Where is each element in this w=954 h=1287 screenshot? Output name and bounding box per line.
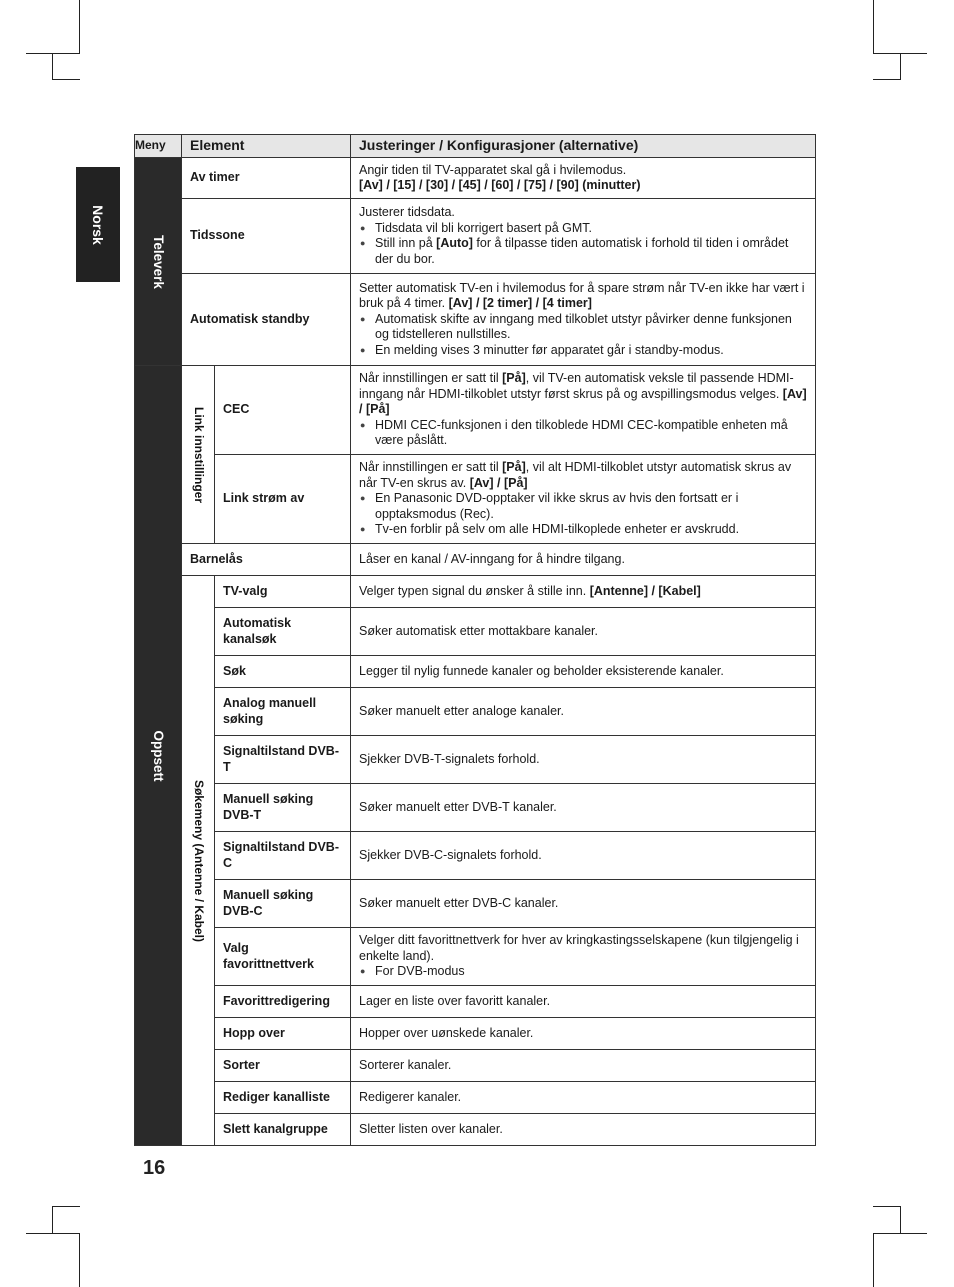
desc-text: Setter automatisk TV-en i hvilemodus for å spare strøm når TV-en ikke har vært i bruk på 4 timer. [Av] / [2 timer] / [4 timer] <box>359 280 805 311</box>
row-rediger-desc: Redigerer kanaler. <box>351 1082 816 1114</box>
row-tidssone-name: Tidssone <box>182 199 351 274</box>
row-auto-kanal-desc: Søker automatisk etter mottakbare kanaler. <box>351 608 816 656</box>
row-link-off-desc <box>351 455 816 544</box>
bullet-item: ● Automatisk skifte av inngang med tilkoblet utstyr påvirker denne funksjonen og tidstelleren nullstilles. <box>359 312 807 343</box>
row-fav-edit-desc: Lager en liste over favoritt kanaler. <box>351 986 816 1018</box>
desc-text: Når innstillingen er satt til [På], vil TV-en automatisk veksle til passende HDMI-inngang når HDMI-tilkoblet utstyr først skrus på og avspillingsmodus velges. [Av] / [På] <box>359 371 807 417</box>
row-man-t-name: Manuell søking DVB-T <box>215 784 351 832</box>
row-auto-standby-desc <box>351 274 816 366</box>
group-sokemeny-label: Søkemeny (Antenne / Kabel) <box>191 779 206 942</box>
row-barnelas-desc: Låser en kanal / AV-inngang for å hindre tilgang. <box>351 544 816 576</box>
crop-mark <box>26 1233 80 1234</box>
row-sig-c-name: Signaltilstand DVB-C <box>215 832 351 880</box>
crop-mark <box>52 79 80 80</box>
crop-mark <box>873 0 874 53</box>
row-sig-c-desc: Sjekker DVB-C-signalets forhold. <box>351 832 816 880</box>
header-settings: Justeringer / Konfigurasjoner (alternative) <box>351 135 816 158</box>
settings-table <box>134 134 816 1146</box>
row-cec-name: CEC <box>215 366 351 455</box>
row-tv-valg-name: TV-valg <box>215 576 351 608</box>
desc-text: Velger ditt favorittnettverk for hver av kringkastingsselskapene (kun tilgjengelig i enkelte land). <box>359 933 799 963</box>
crop-mark <box>52 53 53 80</box>
row-man-t-desc: Søker manuelt etter DVB-T kanaler. <box>351 784 816 832</box>
row-rediger-name: Rediger kanalliste <box>215 1082 351 1114</box>
crop-mark <box>79 1233 80 1287</box>
row-fav-edit-name: Favorittredigering <box>215 986 351 1018</box>
desc-text: Når innstillingen er satt til [På], vil alt HDMI-tilkoblet utstyr automatisk skrus av når TV-en skrus av. [Av] / [På] <box>359 460 792 490</box>
row-link-off-name: Link strøm av <box>215 455 351 544</box>
row-analog-name: Analog manuell søking <box>215 688 351 736</box>
crop-mark <box>873 1206 901 1207</box>
header-element: Element <box>182 135 351 158</box>
group-oppsett <box>135 366 182 1146</box>
bullet-item: ● En melding vises 3 minutter før apparatet går i standby-modus. <box>359 343 807 359</box>
crop-mark <box>900 1206 901 1233</box>
header-menu: Meny <box>135 135 182 158</box>
row-sok-desc: Legger til nylig funnede kanaler og beholder eksisterende kanaler. <box>351 656 816 688</box>
crop-mark <box>26 53 80 54</box>
bullet-item: ● HDMI CEC-funksjonen i den tilkoblede HDMI CEC-kompatible enheten må være påslått. <box>359 418 807 449</box>
row-sorter-name: Sorter <box>215 1050 351 1082</box>
row-auto-standby-name: Automatisk standby <box>182 274 351 366</box>
row-analog-desc: Søker manuelt etter analoge kanaler. <box>351 688 816 736</box>
row-sig-t-name: Signaltilstand DVB-T <box>215 736 351 784</box>
row-slett-name: Slett kanalgruppe <box>215 1114 351 1146</box>
group-televerk <box>135 158 182 366</box>
group-link-label: Link innstillinger <box>191 406 206 503</box>
crop-mark <box>873 53 927 54</box>
bullet-item: ● For DVB-modus <box>359 964 807 980</box>
row-sorter-desc: Sorterer kanaler. <box>351 1050 816 1082</box>
row-man-c-desc: Søker manuelt etter DVB-C kanaler. <box>351 880 816 928</box>
row-auto-kanal-name: Automatisk kanalsøk <box>215 608 351 656</box>
crop-mark <box>873 1233 927 1234</box>
group-link <box>182 366 215 544</box>
row-hopp-desc: Hopper over uønskede kanaler. <box>351 1018 816 1050</box>
group-oppsett-label: Oppsett <box>150 729 166 782</box>
bullet-item: ● Still inn på [Auto] for å tilpasse tiden automatisk i forhold til tiden i området der du bor. <box>359 236 807 267</box>
row-slett-desc: Sletter listen over kanaler. <box>351 1114 816 1146</box>
row-fav-net-desc <box>351 928 816 986</box>
bullet-item: ● Tv-en forblir på selv om alle HDMI-tilkoplede enheter er avskrudd. <box>359 522 807 538</box>
row-man-c-name: Manuell søking DVB-C <box>215 880 351 928</box>
crop-mark <box>873 1233 874 1287</box>
crop-mark <box>52 1206 80 1207</box>
language-tab <box>76 167 120 282</box>
crop-mark <box>873 79 901 80</box>
desc-text: Angir tiden til TV-apparatet skal gå i hvilemodus. <box>359 162 627 177</box>
row-tv-valg-desc: Velger typen signal du ønsker å stille inn. [Antenne] / [Kabel] <box>351 576 816 608</box>
bullet-item: ● Tidsdata vil bli korrigert basert på GMT. <box>359 221 807 237</box>
desc-options: [Av] / [15] / [30] / [45] / [60] / [75] / [90] (minutter) <box>359 178 641 192</box>
row-sig-t-desc: Sjekker DVB-T-signalets forhold. <box>351 736 816 784</box>
group-televerk-label: Televerk <box>150 234 166 289</box>
crop-mark <box>79 0 80 53</box>
row-hopp-name: Hopp over <box>215 1018 351 1050</box>
row-sok-name: Søk <box>215 656 351 688</box>
page-number: 16 <box>143 1157 166 1179</box>
group-sokemeny <box>182 576 215 1146</box>
crop-mark <box>900 53 901 80</box>
row-tidssone-desc <box>351 199 816 274</box>
crop-mark <box>52 1206 53 1233</box>
row-fav-net-name: Valg favorittnettverk <box>215 928 351 986</box>
language-tab-label: Norsk <box>90 204 106 245</box>
row-cec-desc <box>351 366 816 455</box>
row-barnelas-name: Barnelås <box>182 544 351 576</box>
desc-text: Justerer tidsdata. <box>359 205 455 219</box>
row-av-timer-name: Av timer <box>182 158 351 199</box>
row-av-timer-desc <box>351 158 816 199</box>
bullet-item: ● En Panasonic DVD-opptaker vil ikke skrus av hvis den fortsatt er i opptaksmodus (Rec). <box>359 491 807 522</box>
